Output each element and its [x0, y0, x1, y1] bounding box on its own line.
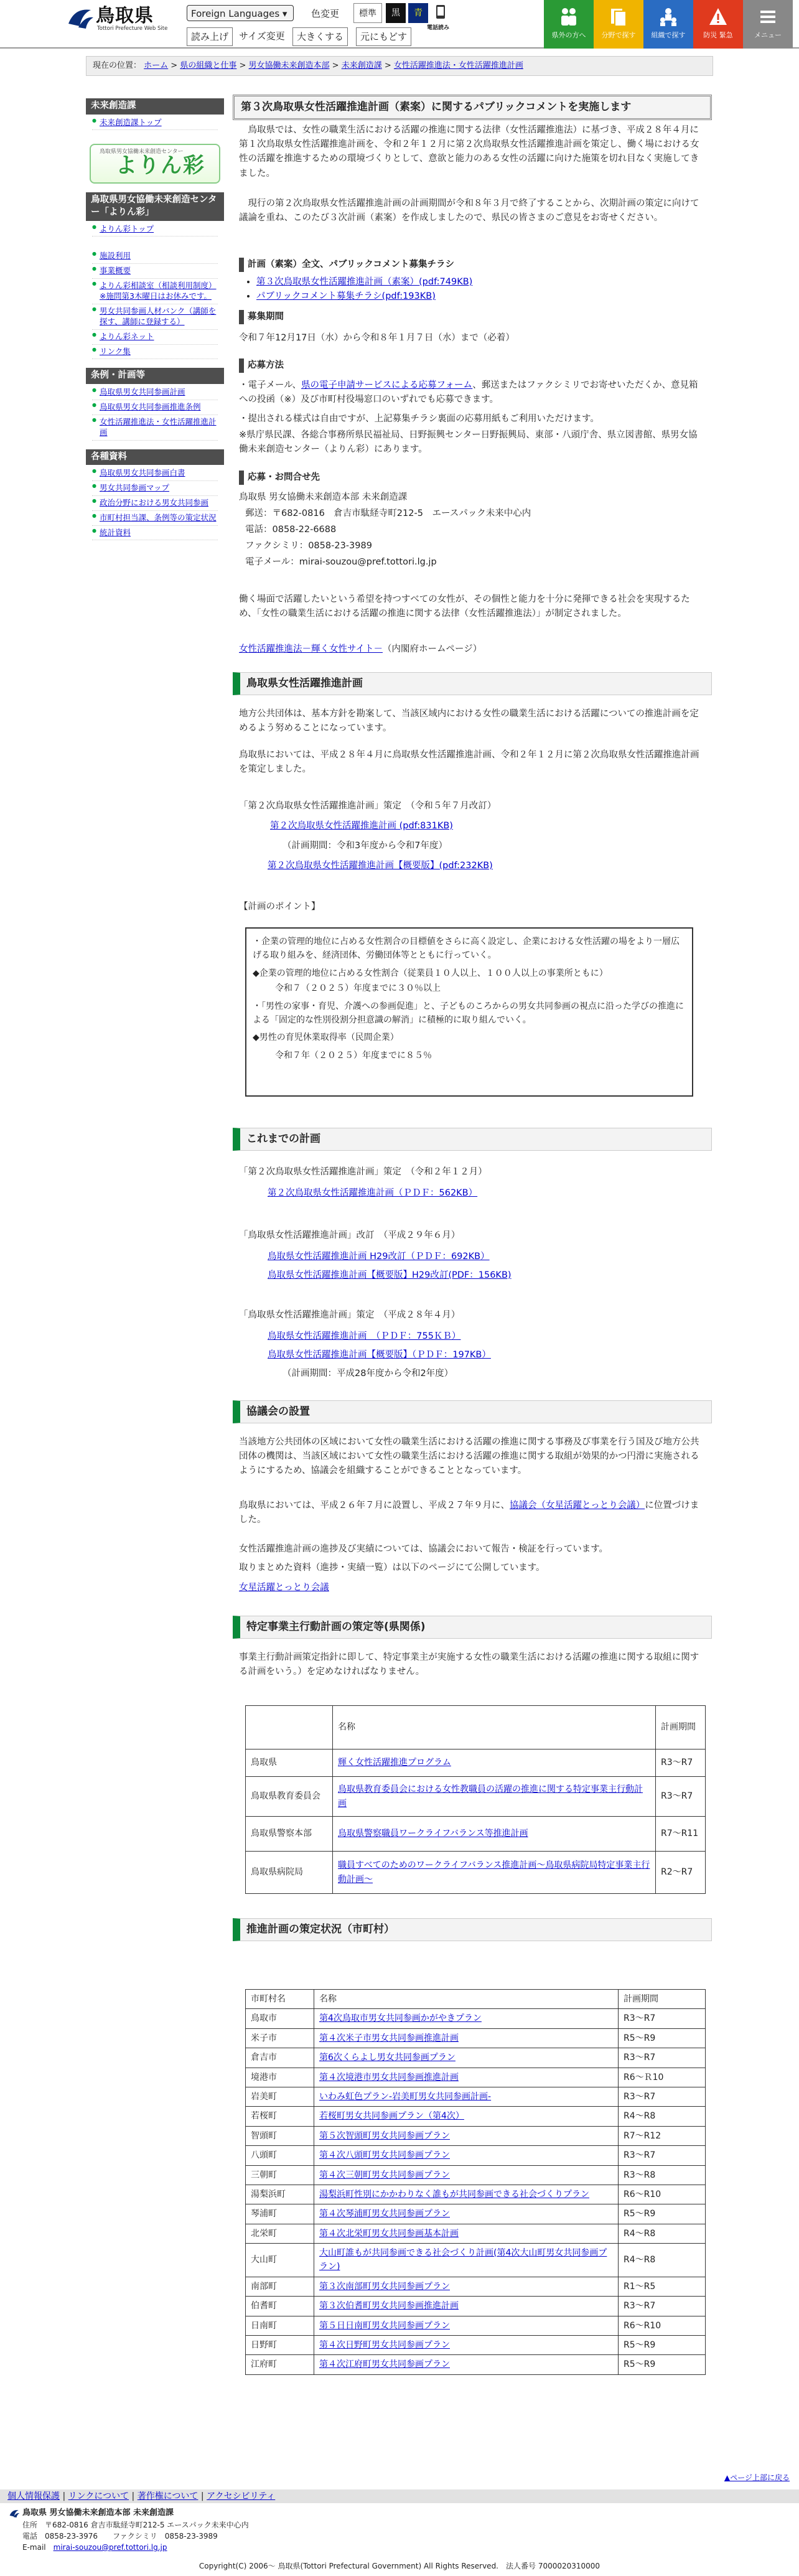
table-cell: R1〜R5 [619, 2277, 706, 2296]
breadcrumb-sep: > [236, 61, 249, 70]
employer-plan-link[interactable]: 職員すべてのためのワークライフバランス推進計画～鳥取県病院局特定事業主行動計画～ [338, 1860, 650, 1885]
table-cell: R3〜R7 [656, 1777, 706, 1817]
tottori-logo-icon [9, 2508, 20, 2518]
apply-text-2: ・提出される様式は自由ですが、上記募集チラシ裏面の応募用紙もご利用いただけます。 [239, 414, 599, 424]
contact-org: 鳥取県 男女協働未来創造本部 未来創造課 [239, 492, 408, 502]
past-link-row [268, 1348, 734, 1362]
sidebar-item-facility[interactable]: 施設利用 [100, 251, 131, 261]
table-cell: R4〜R8 [619, 2107, 706, 2126]
point-4: ・「男性の家事・育児、介護への参画促進」と、子どものころからの男女共同参画の視点に沿った学びの推進による「固定的な性別役割分担意識の解消」に積極的に取り組んでいく。 [253, 1001, 684, 1025]
tile-by-field[interactable] [594, 0, 643, 49]
read-aloud-button[interactable]: 読み上げ [187, 27, 233, 46]
table-cell: 若桜町 [246, 2107, 314, 2126]
table-cell: R5〜R9 [619, 2355, 706, 2374]
municipal-plan-link[interactable]: 大山町誰もが共同参画できる社会づくり計画(第4次大山町男女共同参画プラン) [319, 2248, 607, 2272]
table-cell: R3〜R7 [619, 2297, 706, 2316]
law-link-row [239, 642, 706, 657]
table-cell: 南部町 [246, 2277, 314, 2296]
municipal-plan-link[interactable]: 若桜町男女共同参画プラン（第4次） [319, 2111, 464, 2122]
people-icon [559, 6, 579, 27]
table-cell: R7〜R12 [619, 2126, 706, 2145]
table-cell: 鳥取市 [246, 2009, 314, 2028]
council-text-b: に位置づけました。 [239, 1501, 699, 1525]
section-title-plan: 鳥取県女性活躍推進計画 [233, 672, 712, 695]
footer-link-links[interactable]: リンクについて [68, 2491, 129, 2501]
sidebar-title-yorin: 鳥取県男女協働未来創造センター「よりん彩」 [86, 192, 224, 220]
municipal-plan-link[interactable]: 第４次八頭町男女共同参画プラン [319, 2150, 450, 2161]
organization-icon [658, 6, 678, 27]
footer-phone: 電話 0858-23-3976 ファクシミリ 0858-23-3989 [22, 2532, 218, 2541]
sidebar-item-business[interactable]: 事業概要 [100, 266, 131, 276]
employer-col-1: 名称 [333, 1706, 656, 1749]
table-row [246, 2068, 706, 2087]
table-cell [314, 2107, 619, 2126]
table-cell: R3〜R7 [619, 2048, 706, 2068]
footer-email-row [22, 2542, 167, 2554]
language-select-label: Foreign Languages [191, 8, 280, 19]
municipal-plan-link[interactable]: 第４次北栄町男女共同参画基本計画 [319, 2228, 459, 2239]
contact-fax: ファクシミリ：0858-23-3989 [245, 541, 372, 551]
yorin-banner-name: よりん彩 [116, 153, 205, 179]
council-paragraph-2 [239, 1499, 706, 1527]
tile-menu[interactable] [743, 0, 793, 49]
documents-icon [609, 6, 628, 27]
breadcrumb [86, 56, 713, 76]
table-cell: R6〜R10 [619, 2316, 706, 2335]
table-row [246, 2297, 706, 2316]
table-cell: 鳥取県教育委員会 [246, 1777, 333, 1817]
council-link[interactable]: 女星活躍とっとり会議 [239, 1583, 329, 1593]
employer-table [245, 1705, 706, 1894]
table-cell: R6〜R10 [619, 2185, 706, 2204]
footer-email-label: E-mail [22, 2543, 54, 2552]
table-row [246, 1777, 706, 1817]
table-cell: 倉吉市 [246, 2048, 314, 2068]
contact-phone: 電話：0858-22-6688 [245, 525, 337, 535]
sidebar-item-yorin-top[interactable]: よりん彩トップ [100, 223, 154, 233]
breadcrumb-sep: > [329, 61, 342, 70]
council-inline-link[interactable]: 協議会（女星活躍とっとり会議） [510, 1501, 645, 1510]
breadcrumb-division[interactable]: 未来創造課 [341, 61, 382, 70]
plan2-summary-row [268, 859, 734, 873]
table-cell [314, 2224, 619, 2243]
period-heading: 募集期間 [239, 310, 706, 324]
employer-paragraph: 事業主行動計画策定指針に即して、特定事業主が実施する女性の職業生活における活躍の推進に関する取組に関する計画をいう。）を定めなければなりません。 [239, 1652, 699, 1677]
breadcrumb-org[interactable]: 県の組織と仕事 [180, 61, 237, 70]
sidebar-item-plan[interactable]: 鳥取県男女共同参画計画 [100, 387, 185, 396]
footer-address: 住所 〒682-0816 倉吉市駄経寺町212-5 エースパック未来中心内 [22, 2521, 249, 2529]
plan2-term: （計画期間：令和3年度から令和7年度） [283, 841, 447, 851]
tottori-logo-icon [66, 5, 95, 30]
plan-revision: 「第２次鳥取県女性活躍推進計画」策定 （令和５年７月改訂） [239, 801, 497, 811]
plan-paragraph-2: 鳥取県においては、平成２８年４月に鳥取県女性活躍推進計画、令和２年１２月に第２次鳥取県女性活躍推進計画を策定しました。 [239, 750, 699, 775]
sidebar-title-division: 未来創造課 [86, 98, 224, 115]
tile-outside-visitors[interactable] [544, 0, 594, 49]
table-cell [314, 2336, 619, 2355]
muni-col-1: 名称 [314, 1990, 619, 2009]
municipal-plan-link[interactable]: 第４次境港市男女共同参画推進計画 [319, 2072, 459, 2082]
table-cell [314, 2087, 619, 2106]
table-cell [314, 2244, 619, 2277]
table-cell: 湯梨浜町 [246, 2185, 314, 2204]
table-cell: 鳥取県 [246, 1749, 333, 1777]
past-link-row [268, 1329, 734, 1344]
table-cell [314, 2165, 619, 2185]
sidebar-item-politics[interactable]: 政治分野における男女共同参画 [100, 497, 209, 507]
muni-col-2: 計画期間 [619, 1990, 706, 2009]
intro-paragraph-1: 鳥取県では、女性の職業生活における活躍の推進に関する法律（女性活躍推進法）に基づき、平成２８年４月に第１次鳥取県女性活躍推進計画を、令和２年１２月に第２次鳥取県女性活躍推進計画を策定し、働く場における女性の活躍を推進するための環境づくりとして、意欲と能力のある女性の活躍に向けた施策を切れ目なく実施してきました。 [239, 125, 699, 179]
municipal-plan-link[interactable]: 第５次智頭町男女共同参画プラン [319, 2130, 450, 2141]
table-cell: 日野町 [246, 2336, 314, 2355]
table-row [246, 2028, 706, 2048]
table-cell: 日南町 [246, 2316, 314, 2335]
plan-draft-pdf-link[interactable]: 第３次鳥取県女性活躍推進計画（素案）(pdf:749KB) [256, 277, 473, 287]
table-cell [314, 2068, 619, 2087]
table-cell: 伯耆町 [246, 2297, 314, 2316]
sidebar-item-consultation[interactable]: よりん彩相談室（相談利用制度）※施問第3木曜日はお休みです。 [100, 281, 217, 301]
apply-text-b: 、郵送またはファクシミリでお寄せいただくか、意見箱への投函（※）及び市町村役場窓口のいずれでも応募できます。 [239, 380, 698, 405]
contact-email: 電子メール：mirai-souzou@pref.tottori.lg.jp [245, 557, 437, 567]
past-link-row [268, 1250, 734, 1264]
language-select[interactable]: Foreign Languages ▾ [187, 5, 294, 21]
table-cell: R3〜R8 [619, 2165, 706, 2185]
council-paragraph-4: 取りまとめた資料（進捗・実績一覧）は以下のページにて公開しています。 [239, 1563, 545, 1573]
tile-label: メニュー [754, 31, 782, 39]
municipal-plan-link[interactable]: 第５日日南町男女共同参画プラン [319, 2320, 450, 2331]
flyer-pdf-link[interactable]: パブリックコメント募集チラシ(pdf:193KB) [256, 291, 436, 302]
council-paragraph-1: 当該地方公共団体の区域において女性の職業生活における活躍の推進に関する事務及び事業を行う国及び地方公共団体の機関は、当該区域において女性の職業生活における活躍の推進に関する取組が効果的かつ円滑に実施されるようにするため、協議会を組織することができることとなっています。 [239, 1437, 699, 1476]
table-cell: R5〜R9 [619, 2336, 706, 2355]
table-cell [314, 2146, 619, 2165]
breadcrumb-sep: > [168, 61, 180, 70]
past-head-3: 「鳥取県女性活躍推進計画」策定 （平成２８年４月） [239, 1310, 460, 1320]
table-cell [314, 2009, 619, 2028]
municipal-plan-link[interactable]: 第４次江府町男女共同参画プラン [319, 2359, 450, 2370]
yorin-banner[interactable] [90, 144, 220, 184]
past-head-2: 「鳥取県女性活躍推進計画」改訂 （平成２９年６月） [239, 1230, 460, 1240]
past-head-1: 「第２次鳥取県女性活躍推進計画」策定 （令和２年１２月） [239, 1167, 487, 1177]
table-cell: 江府町 [246, 2355, 314, 2374]
table-cell: R5〜R9 [619, 2204, 706, 2224]
footer-email-link[interactable]: mirai-souzou@pref.tottori.lg.jp [53, 2543, 167, 2552]
period-text: 令和７年12月17日（水）から令和８年１月７日（水）まで（必着） [239, 333, 515, 343]
past-h29-summary-link[interactable]: 鳥取県女性活躍推進計画【概要版】H29改訂(PDF：156KB) [268, 1270, 512, 1280]
tile-label: 分野で探す [601, 31, 636, 39]
points-heading: 【計画のポイント】 [239, 902, 320, 912]
employer-col-2: 計画期間 [656, 1706, 706, 1749]
table-cell [314, 2297, 619, 2316]
tile-by-organization[interactable] [643, 0, 693, 49]
table-cell [314, 2048, 619, 2068]
breadcrumb-hq[interactable]: 男女協働未来創造本部 [248, 61, 330, 70]
plan2-link-row [270, 819, 737, 833]
table-cell: R3〜R7 [619, 2087, 706, 2106]
table-row [246, 2355, 706, 2374]
menu-icon [758, 6, 778, 27]
page-top-link[interactable]: ▲ページ上部に戻る [724, 2473, 790, 2482]
table-row [246, 2087, 706, 2106]
past-h28-summary-link[interactable]: 鳥取県女性活躍推進計画【概要版】（ＰＤＦ：197KB） [268, 1350, 491, 1360]
table-row [246, 2185, 706, 2204]
size-reset-button[interactable]: 元にもどす [356, 27, 411, 46]
point-1: ・企業の管理的地位に占める女性割合の目標値をさらに高く設定し、企業における女性活躍の場をより一層広げる取り組みを、経済団体、労働団体等とともに行っていく。 [253, 937, 680, 961]
table-cell: 八頭町 [246, 2146, 314, 2165]
table-cell: R4〜R8 [619, 2244, 706, 2277]
past-link-row [268, 1186, 734, 1201]
municipal-plan-link[interactable]: 第４次日野町男女共同参画プラン [319, 2340, 450, 2351]
table-cell [314, 2355, 619, 2374]
logo-english: Tottori Prefecture Web Site [97, 26, 168, 32]
sidebar-item-map[interactable]: 男女共同参画マップ [100, 482, 170, 492]
municipal-plan-link[interactable]: 第４次米子市男女共同参画推進計画 [319, 2033, 459, 2043]
table-cell [314, 2028, 619, 2048]
employer-plan-link[interactable]: 鳥取県警察職員ワークライフバランス等推進計画 [338, 1829, 528, 1839]
sidebar-item-division-top[interactable]: 未来創造課トップ [100, 117, 162, 127]
breadcrumb-sep: > [381, 61, 394, 70]
table-row [246, 2244, 706, 2277]
tile-label: 防災 緊急 [703, 31, 733, 39]
point-2: ◆企業の管理的地位に占める女性割合（従業員１０人以上、１００人以上の事業所ともに） [253, 968, 608, 978]
sidebar-item-yorin-net[interactable]: よりん彩ネット [100, 331, 154, 341]
table-row [246, 2277, 706, 2296]
section-title-past: これまでの計画 [233, 1128, 712, 1151]
contact-address: 郵送：〒682-0816 倉吉市駄経寺町212-5 エースパック未来中心内 [245, 508, 531, 518]
sidebar-item-talent-bank[interactable]: 男女共同参画人材バンク（講師を探す、講師に登録する） [100, 306, 217, 326]
sidebar-item-links[interactable]: リンク集 [100, 346, 131, 356]
size-bigger-button[interactable]: 大きくする [292, 27, 348, 46]
table-row [246, 2224, 706, 2243]
table-cell: R3〜R7 [619, 2146, 706, 2165]
table-cell [314, 2126, 619, 2145]
table-cell: 鳥取県病院局 [246, 1852, 333, 1894]
municipal-plan-link[interactable]: 第6次くらよし男女共同参画プラン [319, 2053, 456, 2063]
municipal-plan-link[interactable]: 第３次伯耆町男女共同参画推進計画 [319, 2301, 459, 2311]
plan-heading: 計画（素案）全文、パブリックコメント募集チラシ [239, 258, 706, 272]
sidebar-item-women-plan[interactable]: 女性活躍推進法・女性活躍推進計画 [100, 416, 217, 437]
table-row [246, 2336, 706, 2355]
table-row [246, 2316, 706, 2335]
plan2-summary-link[interactable]: 第２次鳥取県女性活躍推進計画【概要版】(pdf:232KB) [268, 861, 493, 871]
table-cell: R4〜R8 [619, 2224, 706, 2243]
past-h28-link[interactable]: 鳥取県女性活躍推進計画 （ＰＤＦ：755ＫＢ） [268, 1331, 461, 1341]
table-row [246, 1817, 706, 1852]
apply-heading: 応募方法 [239, 358, 706, 373]
table-cell: 三朝町 [246, 2165, 314, 2185]
employer-plan-link[interactable]: 輝く女性活躍推進プログラム [338, 1758, 451, 1768]
page-top-link-row [724, 2472, 790, 2484]
phone-read-icon[interactable] [432, 4, 451, 20]
table-cell [314, 2204, 619, 2224]
past-h29-link[interactable]: 鳥取県女性活躍推進計画 H29改訂（ＰＤＦ：692KB） [268, 1252, 490, 1262]
section-title-council: 協議会の設置 [233, 1400, 712, 1423]
sidebar [86, 98, 224, 545]
table-cell: 琴浦町 [246, 2204, 314, 2224]
municipal-plan-link[interactable]: いわみ虹色プラン-岩美町男女共同参画計画- [319, 2091, 492, 2102]
table-cell: R6〜Ｒ10 [619, 2068, 706, 2087]
municipal-plan-link[interactable]: 第３次南部町男女共同参画プラン [319, 2281, 450, 2292]
sidebar-title-ordinance: 条例・計画等 [86, 368, 224, 384]
table-cell: 境港市 [246, 2068, 314, 2087]
phone-read-label: 電話読み [427, 25, 450, 31]
tile-label: 県外の方へ [551, 31, 586, 39]
footer-link-accessibility[interactable]: アクセシビリティ [207, 2491, 276, 2501]
muni-col-0: 市町村名 [246, 1990, 314, 2009]
sidebar-item-whitepaper[interactable]: 鳥取県男女共同参画白書 [100, 468, 185, 478]
sidebar-item-ordinance[interactable]: 鳥取県男女共同参画推進条例 [100, 401, 201, 411]
color-black-button[interactable]: 黒 [386, 3, 406, 23]
past-plan2-link[interactable]: 第２次鳥取県女性活躍推進計画（ＰＤＦ：562KB） [268, 1188, 478, 1198]
plan2-pdf-link[interactable]: 第２次鳥取県女性活躍推進計画 (pdf:831KB) [270, 821, 453, 831]
color-standard-button[interactable]: 標準 [353, 3, 382, 23]
footer-link-copyright[interactable]: 著作権について [137, 2491, 199, 2501]
table-cell: 岩美町 [246, 2087, 314, 2106]
page-title: 第３次鳥取県女性活躍推進計画（素案）に関するパブリックコメントを実施します [233, 95, 712, 120]
table-cell: R3〜R7 [656, 1749, 706, 1777]
table-cell [314, 2316, 619, 2335]
site-header [0, 0, 799, 49]
plan-paragraph-1: 地方公共団体は、基本方針を勘案して、当該区域内における女性の職業生活における活躍についての推進計画を定めるよう努めることになっています。 [239, 709, 699, 734]
tile-label: 組織で探す [651, 31, 686, 39]
table-cell [314, 2185, 619, 2204]
copyright: Copyright(C) 2006～ 鳥取県(Tottori Prefectural Government) All Rights Reserved. 法人番号 7000020310000 [199, 2562, 600, 2570]
table-row [246, 2165, 706, 2185]
plan-points-box [245, 927, 693, 1097]
breadcrumb-current[interactable]: 女性活躍推進法・女性活躍推進計画 [393, 61, 523, 70]
apply-text-a: ・電子メール、 [239, 380, 302, 390]
municipal-plan-link[interactable]: 第４次琴浦町男女共同参画プラン [319, 2209, 450, 2219]
table-row [246, 1749, 706, 1777]
section-title-municipal: 推進計画の策定状況（市町村） [233, 1918, 712, 1941]
table-row [246, 2107, 706, 2126]
table-row [246, 2126, 706, 2145]
table-cell: 大山町 [246, 2244, 314, 2277]
footer-link-privacy[interactable]: 個人情報保護 [7, 2491, 60, 2501]
table-cell: R5〜R9 [619, 2028, 706, 2048]
law-paragraph: 働く場面で活躍したいという希望を持つすべての女性が、その個性と能力を十分に発揮できる社会を実現するため、「女性の職業生活における活躍の推進に関する法律（女性活躍推進法）」が制定されました。 [239, 594, 690, 619]
apply-text-3: ※県庁県民課、各総合事務所県民福祉局、日野振興センター日野振興局、東部・八頭庁舎、県立図書館、県男女協働未来創造センター（よりん彩）にあります。 [239, 430, 698, 455]
breadcrumb-prefix: 現在の位置： [93, 61, 142, 70]
council-link-row [239, 1581, 706, 1595]
size-change-label: サイズ変更 [239, 30, 285, 42]
color-change-label: 色変更 [311, 8, 340, 19]
footer-org: 鳥取県 男女協働未来創造本部 未来創造課 [22, 2508, 174, 2517]
logo-text: 鳥取県 [96, 5, 154, 27]
section-title-employer: 特定事業主行動計画の策定等(県関係) [233, 1616, 712, 1639]
table-row [246, 2048, 706, 2068]
law-link-suffix: （内閣府ホームページ） [382, 644, 482, 654]
table-cell: 智頭町 [246, 2126, 314, 2145]
municipal-plan-link[interactable]: 湯梨浜町性別にかかわりなく誰もが共同参画できる社会づくりプラン [319, 2189, 589, 2199]
past-link-row [268, 1268, 734, 1283]
online-form-link[interactable]: 県の電子申請サービスによる応募フォーム [301, 380, 473, 390]
law-site-link[interactable]: 女性活躍推進法－輝く女性サイト－ [239, 644, 383, 654]
point-6: 令和７年（２０２５）年度までに８５％ [275, 1050, 432, 1061]
table-cell: 米子市 [246, 2028, 314, 2048]
yorin-banner-sub: 鳥取県男女協働未来創造センター [100, 149, 184, 156]
table-cell: R3〜R7 [619, 2009, 706, 2028]
color-blue-button[interactable]: 青 [408, 3, 428, 23]
municipal-table [245, 1989, 706, 2375]
point-5: ◆男性の育児休業取得率（民間企業） [253, 1033, 399, 1043]
intro-paragraph-2: 現行の第２次鳥取県女性活躍推進計画の計画期間が令和８年３月で終了することから、次期計画の策定に向けて議論を重ね、このたび３次計画（素案）を作成しましたので、県民の皆さまのご意見をお寄せください。 [239, 199, 699, 223]
table-row [246, 2146, 706, 2165]
council-paragraph-3: 女性活躍推進計画の進捗及び実績については、協議会において報告・検証を行っています。 [239, 1544, 609, 1554]
plan-link-list [239, 275, 706, 304]
table-cell: 北栄町 [246, 2224, 314, 2243]
municipal-plan-link[interactable]: 第４次三朝町男女共同参画プラン [319, 2170, 450, 2180]
sidebar-item-statistics[interactable]: 統計資料 [100, 527, 131, 537]
footer-links: 個人情報保護 | リンクについて | 著作権について | アクセシビリティ [0, 2489, 799, 2503]
contact-heading: 応募・お問合せ先 [239, 471, 706, 485]
table-cell: 鳥取県警察本部 [246, 1817, 333, 1852]
tile-disaster-emergency[interactable] [693, 0, 743, 49]
point-3: 令和７（２０２５）年度までに３０％以上 [275, 983, 441, 994]
warning-icon [708, 6, 728, 27]
past-term: （計画期間：平成28年度から令和2年度） [283, 1369, 454, 1379]
table-cell: R2〜R7 [656, 1852, 706, 1894]
sidebar-title-materials: 各種資料 [86, 449, 224, 466]
employer-col-0 [246, 1706, 333, 1749]
council-text-a: 鳥取県においては、平成２６年７月に設置し、平成２７年９月に、 [239, 1501, 510, 1510]
table-row [246, 2204, 706, 2224]
sidebar-item-municipal[interactable]: 市町村担当課、条例等の策定状況 [100, 512, 217, 522]
municipal-plan-link[interactable]: 第4次鳥取市男女共同参画かがやきプラン [319, 2013, 482, 2024]
table-cell [314, 2277, 619, 2296]
breadcrumb-home[interactable]: ホーム [144, 61, 169, 70]
table-row [246, 1852, 706, 1894]
apply-text-1 [239, 378, 706, 407]
table-cell: R7〜R11 [656, 1817, 706, 1852]
table-row [246, 2009, 706, 2028]
employer-plan-link[interactable]: 鳥取県教育委員会における女性教職員の活躍の推進に関する特定事業主行動計画 [338, 1784, 643, 1809]
footer-info [0, 2504, 799, 2557]
